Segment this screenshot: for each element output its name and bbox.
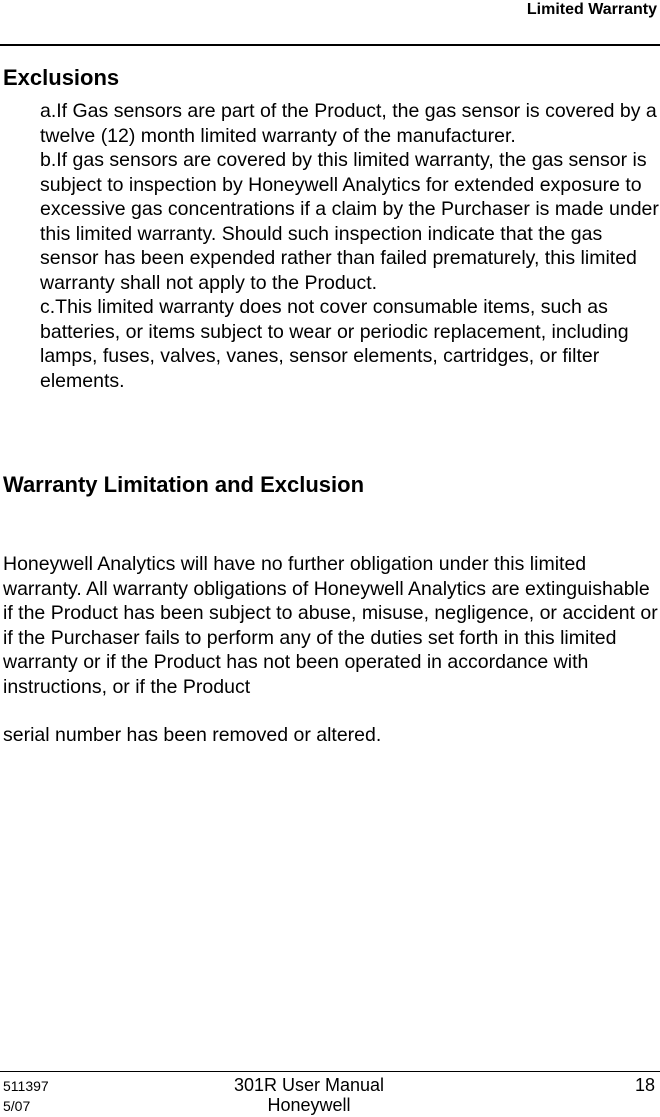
running-header-title: Limited Warranty bbox=[526, 1, 657, 18]
footer-manual-title: 301R User Manual bbox=[233, 1075, 385, 1095]
exclusion-item-b: b.If gas sensors are covered by this limited warranty, the gas sensor is subject to inspection by Honeywell Analytics for extended exposure to excessive gas concentrations if a claim by the Purchaser is made under this limited warranty. Should such inspection indicate that the gas sensor has been expended rather than failed prematurely, this limited warranty shall not apply to the Product. bbox=[40, 149, 659, 294]
footer-company: Honeywell bbox=[267, 1095, 351, 1115]
exclusions-list bbox=[40, 99, 660, 393]
warranty-limitation-heading: Warranty Limitation and Exclusion bbox=[3, 472, 365, 497]
footer-page-number: 18 bbox=[634, 1075, 655, 1095]
exclusions-heading: Exclusions bbox=[3, 65, 120, 90]
exclusion-item-c: c.This limited warranty does not cover consumable items, such as batteries, or items subject to wear or periodic replacement, including lamps, fuses, valves, vanes, sensor elements, cartridges, or filter elements. bbox=[40, 296, 629, 392]
exclusion-item-a: a.If Gas sensors are part of the Product, the gas sensor is covered by a twelve (12) month limited warranty of the manufacturer. bbox=[40, 100, 657, 147]
footer-doc-number: 511397 bbox=[3, 1078, 49, 1094]
footer-date: 5/07 bbox=[3, 1098, 31, 1114]
header-rule bbox=[0, 44, 660, 46]
footer-rule bbox=[0, 1071, 660, 1072]
limitation-paragraph-continued: serial number has been removed or altered. bbox=[3, 724, 382, 746]
limitation-paragraph: Honeywell Analytics will have no further obligation under this limited warranty. All warranty obligations of Honeywell Analytics are extinguishable if the Product has been subject to abuse, misuse, negligence, or accident or if the Purchaser fails to perform any of the duties set forth in this limited warranty or if the Product has not been operated in accordance with instructions, or if the Product bbox=[3, 553, 658, 698]
